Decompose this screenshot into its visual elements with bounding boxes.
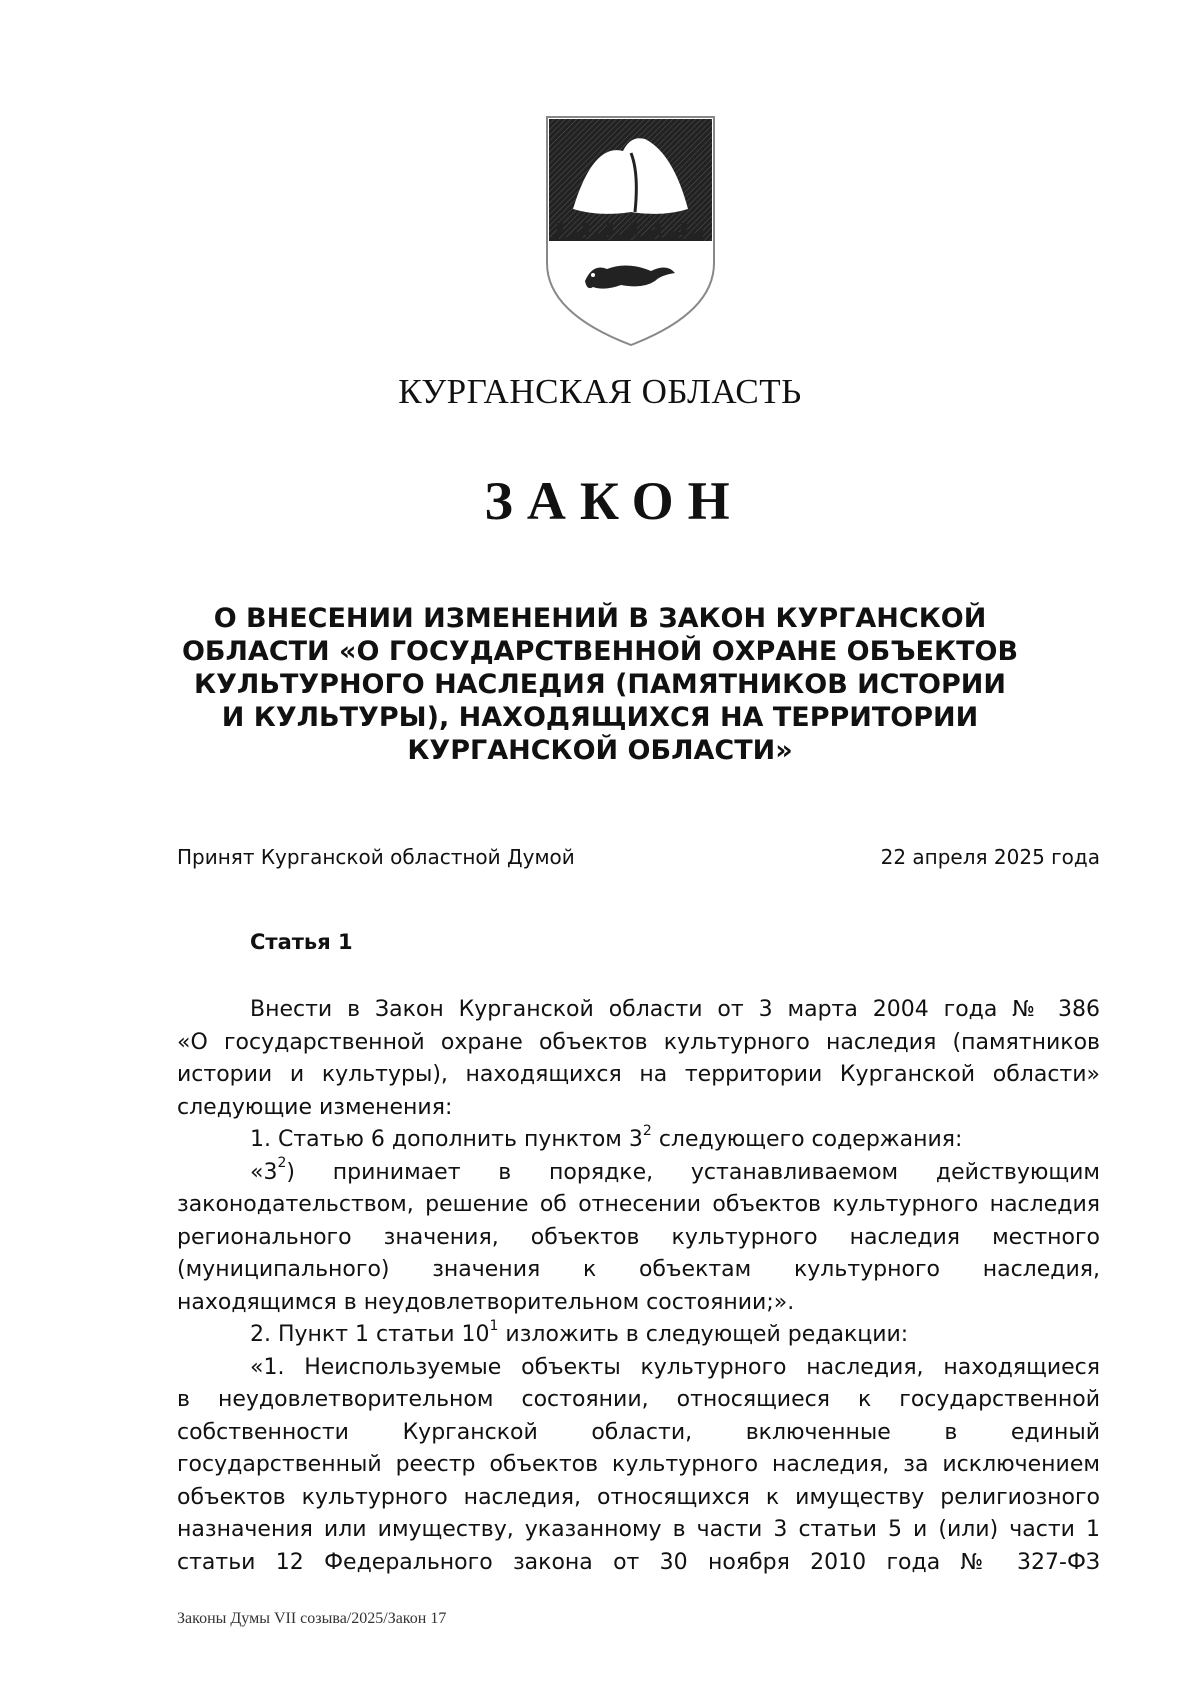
law-title-line: КУРГАНСКОЙ ОБЛАСТИ» — [407, 735, 793, 766]
article-body — [177, 994, 1100, 1579]
body-line: «О государственной охране объектов культурного наследия (памятников — [177, 1029, 1100, 1055]
body-line: законодательством, решение об отнесении объектов культурного наследия — [177, 1192, 1100, 1217]
body-line: назначения или имуществу, указанному в части 3 статьи 5 и (или) части 1 — [177, 1517, 1100, 1542]
body-line: следующие изменения: — [177, 1094, 453, 1120]
law-title-line: ОБЛАСТИ «О ГОСУДАРСТВЕННОЙ ОХРАНЕ ОБЪЕКТОВ — [181, 636, 1019, 667]
law-title-line: КУЛЬТУРНОГО НАСЛЕДИЯ (ПАМЯТНИКОВ ИСТОРИИ — [194, 669, 1006, 700]
quote-1-first-line: «$3^2$) принимает в порядке, устанавливаемом действующим — [250, 1155, 1100, 1185]
article-heading: Статья 1 — [250, 930, 353, 954]
region-name: КУРГАНСКАЯ ОБЛАСТЬ — [398, 372, 802, 411]
adoption-date: 22 апреля 2025 года — [880, 845, 1100, 869]
law-title-line: О ВНЕСЕНИИ ИЗМЕНЕНИЙ В ЗАКОН КУРГАНСКОЙ — [213, 603, 987, 634]
body-line: в неудовлетворительном состоянии, относящиеся к государственной — [177, 1387, 1100, 1412]
law-title-line: И КУЛЬТУРЫ), НАХОДЯЩИХСЯ НА ТЕРРИТОРИИ — [221, 702, 979, 733]
body-line: государственный реестр объектов культурного наследия, за исключением — [177, 1452, 1100, 1477]
body-line: Внести в Закон Курганской области от 3 марта 2004 года № 386 — [250, 997, 1100, 1022]
body-line: статьи 12 Федерального закона от 30 ноября 2010 года № 327-ФЗ — [177, 1549, 1100, 1575]
footer-reference: Законы Думы VII созыва/2025/Закон 17 — [177, 1610, 447, 1627]
body-line: «1. Неиспользуемые объекты культурного наследия, находящиеся — [250, 1354, 1100, 1380]
law-title — [180, 602, 1020, 767]
body-line: (муниципального) значения к объектам культурного наследия, — [177, 1257, 1100, 1282]
item-1: 1. Статью 6 дополнить пунктом $3^2$ следующего содержания: — [250, 1122, 963, 1152]
item-2: 2. Пункт 1 статьи $10^1$ изложить в следующей редакции: — [250, 1317, 909, 1347]
document-type: ЗАКОН — [484, 471, 744, 531]
coat-of-arms-emblem — [543, 113, 718, 353]
body-line: истории и культуры), находящихся на территории Курганской области» — [177, 1062, 1100, 1087]
body-line: находящимся в неудовлетворительном состоянии;». — [177, 1289, 795, 1315]
body-line: регионального значения, объектов культурного наследия местного — [177, 1224, 1100, 1250]
adopted-by: Принят Курганской областной Думой — [177, 845, 575, 869]
body-line: собственности Курганской области, включенные в единый — [177, 1419, 1100, 1445]
body-line: объектов культурного наследия, относящихся к имуществу религиозного — [177, 1484, 1100, 1510]
